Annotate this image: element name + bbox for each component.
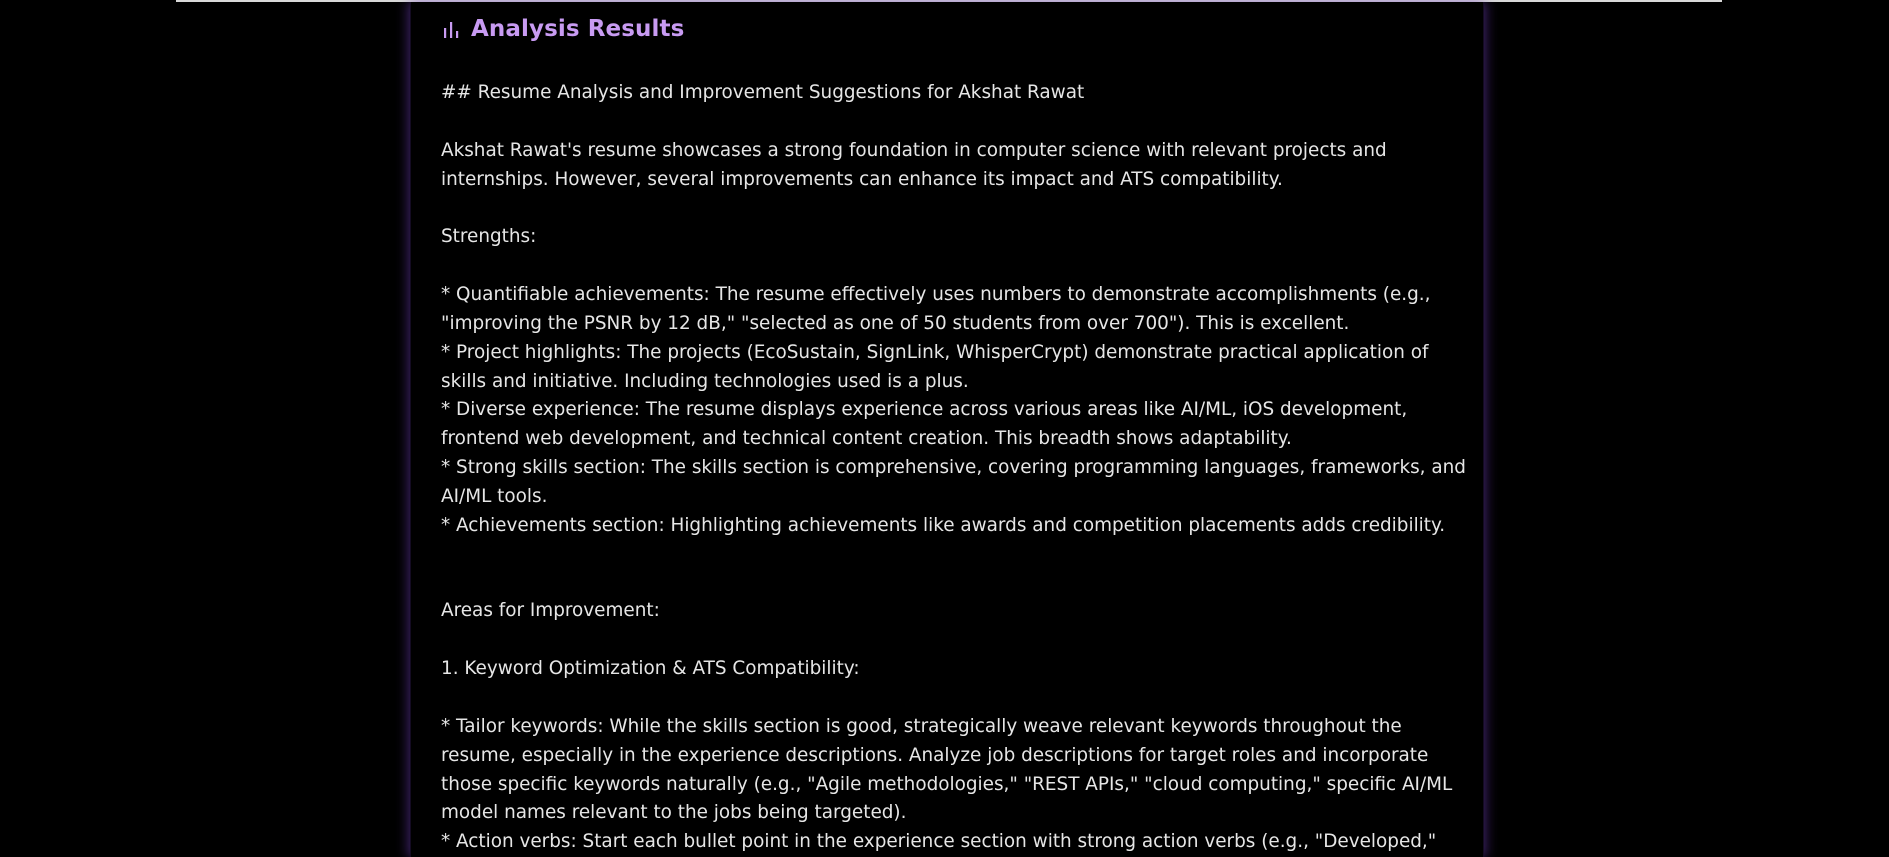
analysis-text: [441, 79, 1472, 857]
improvements-label: Areas for Improvement:: [441, 600, 660, 622]
improvement-item: * Action verbs: Start each bullet point in the experience section with strong action verbs (e.g., "Developed,": [441, 831, 1437, 853]
analysis-heading: ## Resume Analysis and Improvement Suggestions for Akshat Rawat: [441, 82, 1085, 103]
section-title: 1. Keyword Optimization & ATS Compatibility:: [441, 658, 860, 680]
strength-item: * Quantifiable achievements: The resume effectively uses numbers to demonstrate accomplishments (e.g., "improving the PSNR by 12 dB," "selected as one of 50 students from over 700"). This is excellent.: [441, 284, 1437, 334]
panel-title: Analysis Results: [471, 16, 685, 42]
strength-item: * Strong skills section: The skills section is comprehensive, covering programming languages, frameworks, and AI/ML tools.: [441, 456, 1472, 507]
analysis-results-panel: [410, 2, 1484, 857]
strength-item: * Diverse experience: The resume displays experience across various areas like AI/ML, iOS development, frontend web development, and technical content creation. This breadth shows adaptability.: [441, 399, 1414, 450]
panel-header: [441, 16, 684, 42]
strengths-label: Strengths:: [441, 226, 537, 248]
analysis-intro: Akshat Rawat's resume showcases a strong foundation in computer science with relevant projects and internships. However, several improvements can enhance its impact and ATS compatibility.: [441, 139, 1393, 190]
strength-item: * Achievements section: Highlighting achievements like awards and competition placements adds credibility.: [441, 514, 1446, 536]
improvement-item: * Tailor keywords: While the skills section is good, strategically weave relevant keywords throughout the resume, especially in the experience descriptions. Analyze job descriptions for target roles and incorporate those specific keywords naturally (e.g., "Agile methodologies," "REST APIs," "cloud computing," specific AI/ML model names relevant to the jobs being targeted).: [441, 715, 1459, 824]
bar-chart-icon: [441, 18, 461, 40]
strength-item: * Project highlights: The projects (EcoSustain, SignLink, WhisperCrypt) demonstrate practical application of skills and initiative. Including technologies used is a plus.: [441, 341, 1435, 392]
